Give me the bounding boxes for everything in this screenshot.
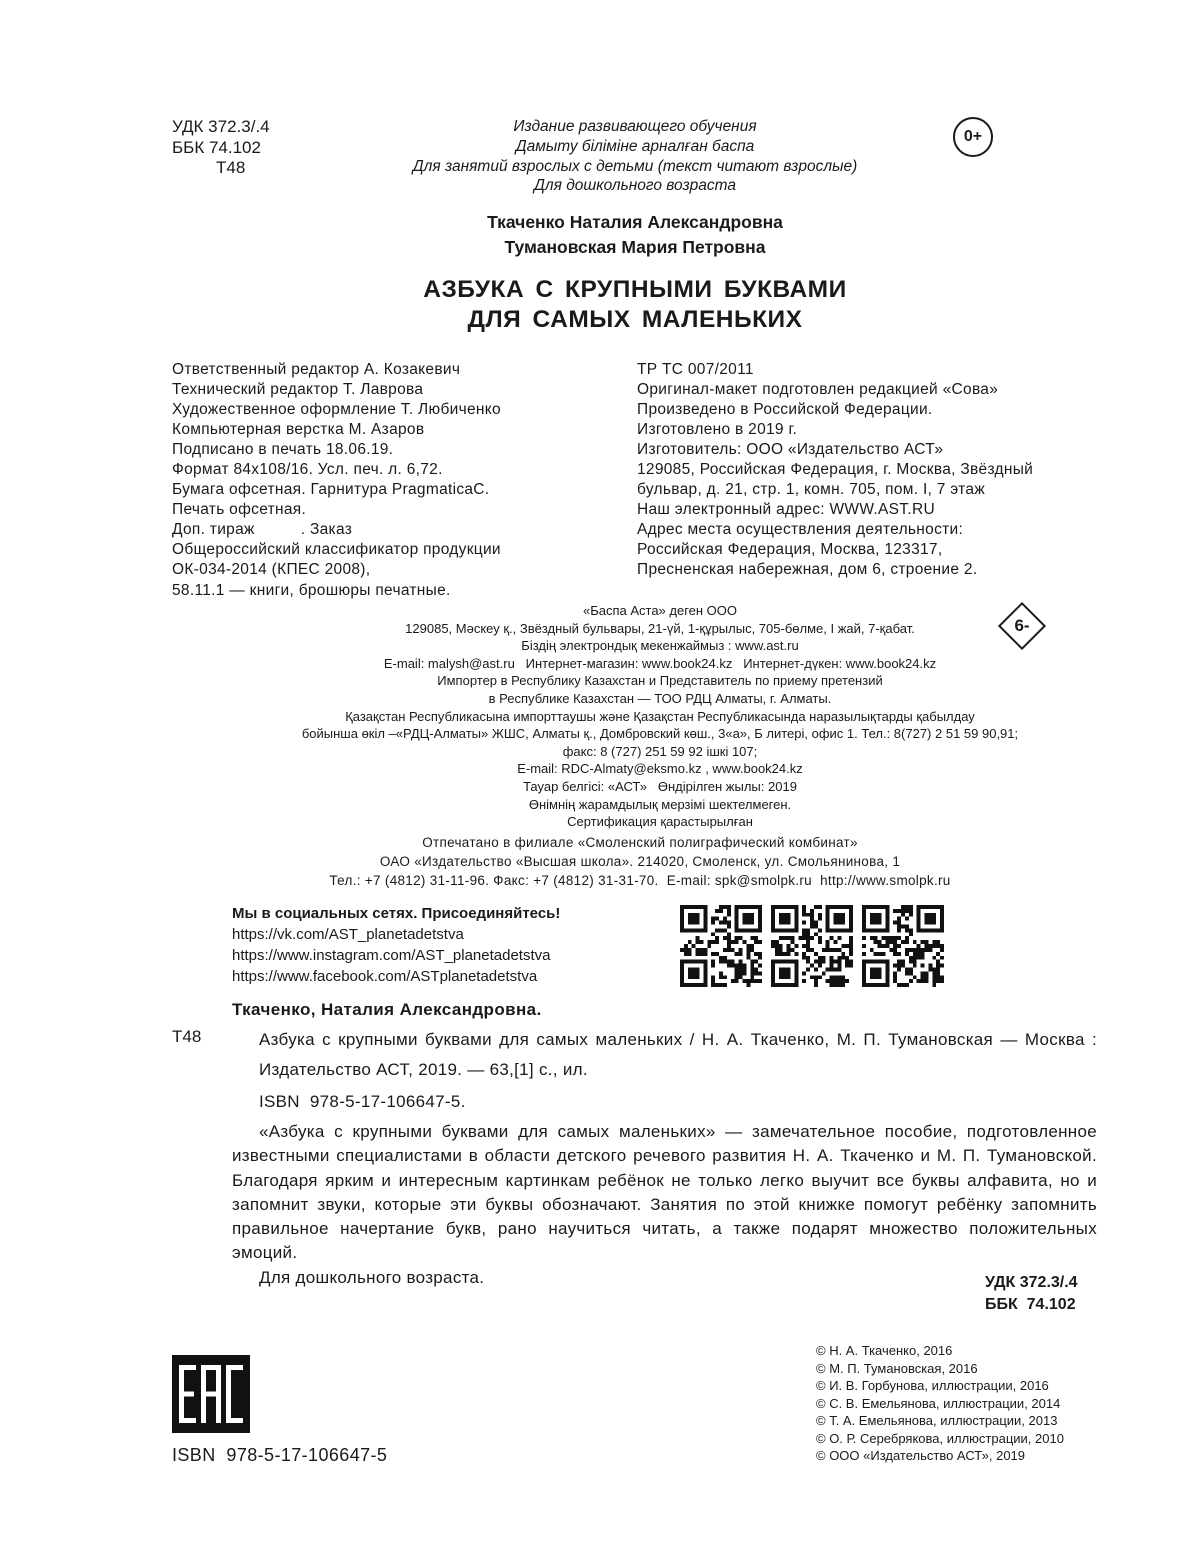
kz-line: Біздің электрондық мекенжаймыз : www.ast.ru	[521, 638, 799, 654]
title-line: ДЛЯ САМЫХ МАЛЕНЬКИХ	[467, 306, 803, 333]
copyright-line: © Т. А. Емельянова, иллюстрации, 2013	[816, 1413, 1058, 1428]
credit-line: Ответственный редактор А. Козакевич	[172, 361, 461, 378]
edition-line: Издание развивающего обучения	[513, 118, 757, 135]
kz-line: факс: 8 (727) 251 59 92 ішкі 107;	[562, 743, 758, 759]
udk-code: УДК 372.3/.4	[985, 1274, 1078, 1291]
kz-line: «Баспа Аста» деген ООО	[582, 603, 738, 618]
udk-code: УДК 372.3/.4	[172, 117, 270, 136]
credit-line: Изготовлено в 2019 г.	[637, 421, 798, 439]
bib-description: Азбука с крупными буквами для самых маленьких / Н. А. Ткаченко, М. П. Тумановская — Москва : Издательство АСТ, 2019. — 63,[1] с., ил.	[259, 1030, 1097, 1079]
credit-line: Изготовитель: ООО «Издательство АСТ»	[637, 441, 944, 459]
annotation-text: «Азбука с крупными буквами для самых маленьких» — замечательное пособие, подготовленное известными специалистами в области детского речевого развития Н. А. Ткаченко и М. П. Тумановской. Благодаря ярким и интересным картинкам ребёнок не только легко выучит все буквы алфавита, но и запомнит звуки, которые эти буквы обозначают. Занятия по этой книжке помогут ребёнку запомнить правильное начертание букв, рано научиться читать, а также подарят множество положительных эмоций.	[232, 1122, 1097, 1263]
age-diamond-label: 6-	[1014, 616, 1030, 635]
classification-codes	[172, 117, 270, 179]
kazakhstan-info	[240, 602, 1080, 831]
credit-line: Художественное оформление Т. Любиченко	[172, 401, 501, 419]
kz-line: Сертификация қарастырылған	[567, 814, 753, 830]
print-line: Тел.: +7 (4812) 31-11-96. Факс: +7 (4812) 31-31-70. E-mail: spk@smolpk.ru http://www.smolpk.ru	[329, 873, 951, 888]
credit-line: Произведено в Российской Федерации.	[637, 401, 933, 419]
credits-right	[637, 360, 1097, 581]
credit-line: Доп. тираж . Заказ	[172, 521, 353, 539]
book-title	[300, 275, 970, 335]
kz-line: E-mail: malysh@ast.ru Интернет-магазин: www.book24.kz Интернет-дүкен: www.book24.kz	[383, 655, 937, 671]
edition-line: Для занятий взрослых с детьми (текст читают взрослые)	[412, 157, 858, 175]
credit-line: бульвар, д. 21, стр. 1, комн. 705, пом. I, 7 этаж	[637, 481, 985, 499]
credit-line: 129085, Российская Федерация, г. Москва, Звёздный	[637, 461, 1034, 479]
credit-line: Общероссийский классификатор продукции	[172, 541, 501, 559]
qr-code-icon	[771, 905, 853, 987]
credit-line: Подписано в печать 18.06.19.	[172, 441, 394, 459]
copyright-line: © ООО «Издательство АСТ», 2019	[816, 1448, 1026, 1463]
bbk-code: ББК 74.102	[172, 137, 261, 157]
qr-code-icon	[862, 905, 944, 987]
age-rating-badge: 0+	[953, 117, 993, 157]
bbk-code: ББК 74.102	[985, 1295, 1076, 1313]
eac-mark-icon	[172, 1355, 250, 1433]
authors	[300, 210, 970, 260]
copyright-line: © С. В. Емельянова, иллюстрации, 2014	[816, 1395, 1061, 1411]
edition-line: Для дошкольного возраста	[533, 177, 737, 195]
isbn-bottom: ISBN 978-5-17-106647-5	[172, 1445, 388, 1465]
credit-line: Российская Федерация, Москва, 123317,	[637, 541, 943, 559]
kz-line: 129085, Мәскеу қ., Звёздный бульвары, 21-үй, 1-құрылыс, 705-бөлме, I жай, 7-қабат.	[405, 620, 915, 636]
credit-line: Печать офсетная.	[172, 501, 307, 519]
kz-line: Тауар белгісі: «АСТ» Өндірілген жылы: 2019	[523, 778, 797, 794]
social-link-instagram[interactable]: https://www.instagram.com/AST_planetadetstva	[232, 947, 551, 964]
credit-line: Пресненская набережная, дом 6, строение 2.	[637, 561, 978, 579]
print-line: ОАО «Издательство «Высшая школа». 214020, Смоленск, ул. Смольянинова, 1	[379, 854, 901, 869]
social-heading: Мы в социальных сетях. Присоединяйтесь!	[232, 905, 561, 922]
kz-line: Импортер в Республику Казахстан и Представитель по приему претензий	[437, 673, 883, 689]
copyright-line: © И. В. Горбунова, иллюстрации, 2016	[816, 1378, 1049, 1393]
kz-line: Қазақстан Республикасына импорттаушы және Қазақстан Республикасында наразылықтарды қабылдау	[345, 708, 975, 724]
printing-info	[240, 833, 1040, 890]
social-link-vk[interactable]: https://vk.com/AST_planetadetstva	[232, 926, 464, 943]
title-line: АЗБУКА С КРУПНЫМИ БУКВАМИ	[423, 276, 847, 303]
credit-line: Компьютерная верстка М. Азаров	[172, 421, 425, 439]
author-name: Тумановская Мария Петровна	[504, 237, 766, 257]
credit-line: 58.11.1 — книги, брошюры печатные.	[172, 581, 451, 599]
social-block	[232, 903, 560, 987]
author-name: Ткаченко Наталия Александровна	[487, 212, 783, 232]
edition-info	[360, 117, 910, 196]
kz-line: бойынша өкіл –«РДЦ-Алматы» ЖШС, Алматы қ., Домбровский көш., 3«а», Б литері, офис 1. Тел.: 8(727) 2 51 59 90,91;	[301, 726, 1019, 742]
credit-line: Технический редактор Т. Лаврова	[172, 381, 424, 399]
edition-line: Дамыту біліміне арналған баспа	[515, 137, 755, 155]
copyright-line: © М. П. Тумановская, 2016	[816, 1360, 978, 1376]
credits-left	[172, 360, 501, 601]
copyright-block	[816, 1342, 1064, 1465]
credit-line: Оригинал-макет подготовлен редакцией «Сова»	[637, 381, 999, 399]
bib-isbn: ISBN 978-5-17-106647-5.	[259, 1092, 466, 1111]
qr-code-icon	[680, 905, 762, 987]
audience-text: Для дошкольного возраста.	[259, 1267, 485, 1287]
print-line: Отпечатано в филиале «Смоленский полиграфический комбинат»	[422, 835, 858, 850]
bib-code: Т48	[172, 1027, 202, 1046]
kz-line: в Республике Казахстан — ТОО РДЦ Алматы, г. Алматы.	[488, 690, 832, 706]
credit-line: ОК-034-2014 (КПЕС 2008),	[172, 561, 371, 579]
copyright-line: © О. Р. Серебрякова, иллюстрации, 2010	[816, 1430, 1064, 1446]
bib-author: Ткаченко, Наталия Александровна.	[232, 1000, 542, 1019]
kz-line: Өнімнің жарамдылық мерзімі шектелмеген.	[528, 796, 792, 812]
author-mark: Т48	[216, 158, 246, 177]
credit-line: Адрес места осуществления деятельности:	[637, 521, 964, 539]
copyright-line: © Н. А. Ткаченко, 2016	[816, 1343, 953, 1358]
credit-line: Формат 84x108/16. Усл. печ. л. 6,72.	[172, 461, 443, 479]
annotation	[232, 1120, 1097, 1290]
credit-line: Наш электронный адрес: WWW.AST.RU	[637, 501, 935, 519]
udk-bottom	[985, 1272, 1078, 1315]
social-link-facebook[interactable]: https://www.facebook.com/ASTplanetadetstva	[232, 968, 538, 985]
credit-line: Бумага офсетная. Гарнитура PragmaticaC.	[172, 481, 490, 499]
credit-line: ТР ТС 007/2011	[637, 361, 754, 378]
kz-line: E-mail: RDC-Almaty@eksmo.kz , www.book24.kz	[517, 761, 803, 777]
